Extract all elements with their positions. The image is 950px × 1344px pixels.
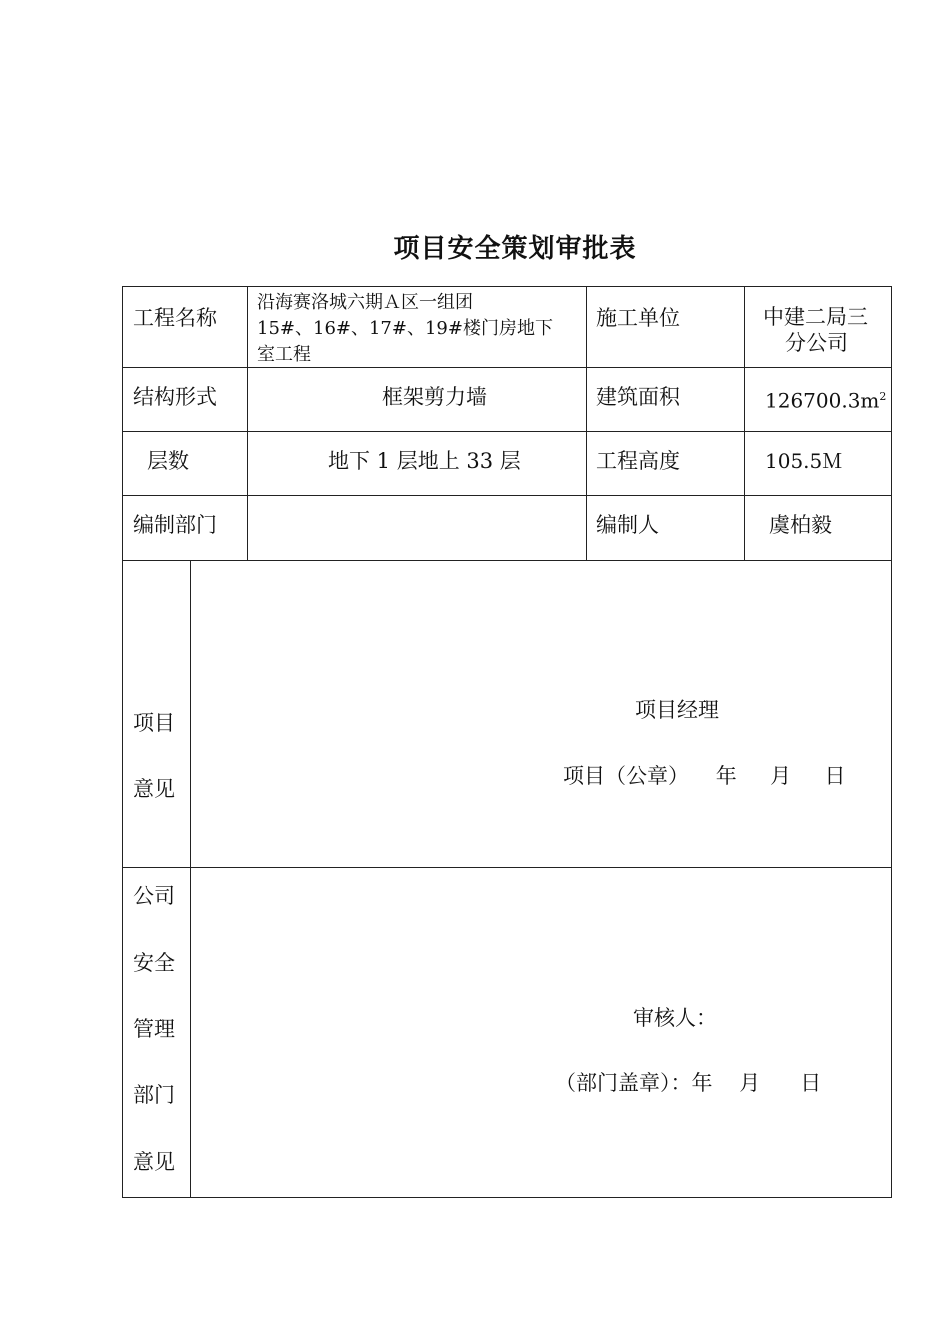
height-label: 工程高度: [596, 449, 680, 473]
project-name-line-3: 室工程: [257, 344, 311, 365]
company-opinion-label-4: 部门: [133, 1083, 175, 1107]
area-unit-superscript: 2: [879, 390, 887, 403]
dept-label: 编制部门: [133, 513, 217, 537]
approval-form-table: [122, 286, 892, 1198]
author-value: 虞柏毅: [769, 513, 832, 537]
author-label: 编制人: [596, 513, 659, 537]
row-divider: [123, 867, 891, 868]
contractor-line-2: 分公司: [785, 331, 848, 355]
company-opinion-label-2: 安全: [133, 951, 175, 975]
project-stamp-date: 项目（公章） 年 月 日: [563, 764, 846, 788]
col-divider: [190, 560, 191, 1198]
row-divider: [123, 495, 891, 496]
row-divider: [123, 560, 891, 561]
reviewer-label: 审核人：: [633, 1006, 717, 1030]
structure-label: 结构形式: [133, 385, 217, 409]
row-divider: [123, 431, 891, 432]
contractor-line-1: 中建二局三: [763, 305, 868, 329]
col-divider: [744, 287, 745, 560]
company-opinion-label-3: 管理: [133, 1017, 175, 1041]
area-value: [765, 384, 886, 414]
project-opinion-label-2: 意见: [133, 777, 175, 801]
height-value: 105.5Ｍ: [765, 449, 843, 473]
structure-value: 框架剪力墙: [382, 385, 487, 409]
project-manager-label: 项目经理: [635, 698, 719, 722]
company-opinion-label-5: 意见: [133, 1150, 175, 1174]
form-title: 项目安全策划审批表: [393, 234, 637, 264]
project-name-line-2: 15#、16#、17#、19#楼门房地下: [257, 318, 553, 339]
floors-value: 地下 1 层地上 33 层: [328, 449, 521, 473]
area-number: 126700.3m: [765, 388, 880, 413]
project-opinion-label-1: 项目: [133, 711, 175, 735]
col-divider: [247, 287, 248, 560]
project-name-line-1: 沿海赛洛城六期Ａ区一组团: [257, 292, 473, 313]
company-opinion-label-1: 公司: [133, 884, 175, 908]
project-name-label: 工程名称: [133, 306, 217, 330]
floors-label: 层数: [147, 449, 189, 473]
dept-stamp-date: （部门盖章）：年 月 日: [555, 1071, 822, 1095]
col-divider: [586, 287, 587, 560]
contractor-label: 施工单位: [596, 306, 680, 330]
area-label: 建筑面积: [596, 385, 680, 409]
row-divider: [123, 367, 891, 368]
